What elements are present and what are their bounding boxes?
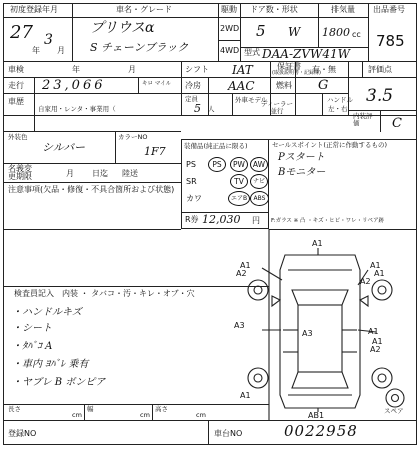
divider: [318, 3, 319, 47]
divider: [348, 110, 417, 111]
inspector-note-2: ・シート: [12, 323, 52, 334]
grade-value: S チェーンブラック: [90, 41, 189, 54]
capacity-label: 定員: [185, 95, 198, 103]
divider: [152, 404, 153, 420]
divider: [3, 420, 417, 421]
interior-score-label: 内装評価: [353, 112, 373, 127]
equip-airbag-badge: エアB: [228, 191, 250, 206]
divider: [84, 404, 85, 420]
divider: [368, 3, 369, 61]
body-type: W: [288, 25, 301, 39]
first-reg-year: 27: [10, 22, 33, 43]
car-name-value: プリウスα: [90, 20, 155, 36]
drive-2wd: 2WD: [220, 24, 240, 33]
drive-label: 駆動: [221, 5, 237, 14]
divider: [34, 77, 35, 131]
color-no-value: 1F7: [144, 145, 166, 158]
drive-4wd: 4WD: [220, 46, 240, 55]
divider: [3, 229, 181, 230]
divider: [208, 420, 209, 445]
r-ticket-value: 12,030: [202, 213, 241, 226]
damage-mark: A2: [370, 345, 381, 354]
inspector-label: 検査員記入: [14, 289, 54, 298]
fuel-value: G: [318, 78, 329, 93]
displacement-unit: cc: [352, 30, 361, 39]
fuel-label: 燃料: [276, 81, 292, 90]
divider: [269, 139, 417, 140]
equip-aw-badge: AW: [250, 157, 268, 172]
shift-value: IAT: [232, 63, 253, 77]
damage-mark: A1: [370, 261, 381, 270]
equip-row-sr: SR: [186, 177, 197, 186]
model-value: DAA-ZVW41W: [262, 47, 350, 61]
lot-label: 出品番号: [373, 5, 405, 14]
divider: [348, 61, 349, 115]
r-ticket-unit: 円: [252, 216, 260, 225]
width-unit: cm: [140, 411, 150, 419]
length-label: 長さ: [8, 405, 21, 413]
warranty-sub: (取扱説明書・記録簿): [272, 70, 321, 76]
transport-label: 陸送: [122, 169, 138, 178]
lot-number: 785: [376, 32, 405, 50]
shaken-label: 車検: [8, 65, 24, 74]
car-no-value: 0022958: [284, 422, 358, 440]
history-label: 車歴: [8, 97, 24, 106]
damage-mark: A1: [374, 269, 385, 278]
divider: [3, 131, 181, 132]
model-label: 型式: [244, 48, 260, 57]
mileage-value: 23,066: [42, 78, 106, 93]
shaken-year: 年: [72, 65, 80, 74]
r-ticket-label: R券: [185, 215, 199, 224]
divider: [322, 93, 323, 115]
reg-no-label: 登録NO: [8, 429, 37, 438]
damage-mark: A3: [302, 329, 313, 338]
car-no-label: 車台NO: [214, 429, 243, 438]
equip-pw-badge: PW: [230, 157, 248, 172]
damage-mark: A1: [240, 391, 251, 400]
mileage-label: 走行: [8, 81, 24, 90]
sellpoint-line1: Pスタート: [278, 152, 325, 163]
name-change-month: 月: [66, 169, 74, 178]
sellpoint-line2: Bモニター: [278, 167, 326, 178]
equip-row-ps: PS: [186, 160, 196, 169]
divider: [240, 3, 241, 61]
mileage-unit: キロ マイル: [142, 81, 172, 87]
equipment-title: 装備品(純正品に限る): [184, 142, 248, 150]
divider: [3, 93, 348, 94]
inspector-note-4: ・車内 ﾖﾊﾞﾚ 乗有: [12, 359, 89, 370]
divider: [3, 404, 269, 405]
length-unit: cm: [72, 411, 82, 419]
capacity-value: 5: [194, 102, 201, 115]
shift-label: シフト: [185, 65, 209, 74]
inspector-note-3: ・ﾀﾊﾞｺ A: [12, 341, 53, 352]
ac-label: 冷房: [185, 81, 201, 90]
damage-mark: A1: [312, 239, 323, 248]
damage-mark: A3: [234, 321, 245, 330]
divider: [181, 61, 182, 115]
divider: [3, 61, 417, 62]
damage-mark: AB1: [308, 411, 325, 420]
car-name-label: 車名・グレード: [116, 5, 172, 14]
month-char: 月: [57, 46, 65, 55]
inspector-tabs: 内装 ・ タバコ・汚・キレ・オブ・穴: [62, 289, 195, 298]
color-value: シルバー: [42, 141, 85, 154]
divider: [72, 3, 73, 61]
divider: [232, 93, 233, 115]
color-label: 外装色: [8, 133, 28, 141]
handle-label: ハンドル: [327, 96, 353, 104]
warranty-label: 保証書: [277, 62, 301, 71]
equip-tv-badge: TV: [230, 174, 248, 189]
inspector-note-5: ・ヤブレ B ボンピア: [12, 377, 106, 388]
divider: [218, 40, 240, 41]
sellpoint-title: セールスポイント(正常に作動するもの): [272, 141, 387, 149]
equip-navi-badge: ナビ: [250, 174, 268, 189]
divider: [3, 17, 368, 18]
exterior-model-label: 外車モデル: [235, 96, 268, 104]
damage-mark: A1: [368, 327, 379, 336]
color-no-label: カラーNO: [118, 133, 148, 141]
spare-label: スペア: [384, 407, 404, 415]
first-reg-month: 3: [44, 32, 53, 48]
shaken-month: 月: [128, 65, 136, 74]
interior-score-value: C: [392, 116, 402, 131]
ac-value: AAC: [228, 79, 255, 93]
damage-mark: A2: [360, 277, 371, 286]
divider: [362, 61, 363, 78]
history-options: 自家用・レンタ・事業用（: [38, 105, 116, 113]
damage-mark: A1: [240, 261, 251, 270]
dealer-label: ディーラー並行: [261, 100, 293, 115]
equip-row-kawa: カワ: [186, 194, 202, 203]
inspector-note-1: ・ハンドルキズ: [12, 307, 82, 318]
height-label: 高さ: [155, 405, 168, 413]
divider: [218, 3, 219, 61]
height-unit: cm: [196, 411, 206, 419]
divider: [115, 131, 116, 163]
name-change-label: 名義変更期限: [8, 164, 32, 181]
width-label: 幅: [87, 405, 94, 413]
score-value: 3.5: [366, 86, 394, 106]
divider: [3, 286, 269, 287]
divider: [269, 229, 417, 230]
displacement-value: 1800: [322, 26, 350, 39]
equip-ps-badge: PS: [208, 157, 226, 172]
equip-abs-badge: ABS: [250, 191, 269, 206]
door-label: ドア数・形状: [250, 5, 298, 14]
divider: [138, 77, 139, 93]
damage-mark: A2: [236, 269, 247, 278]
displacement-label: 排気量: [331, 5, 355, 14]
handle-options: 左・右: [328, 105, 348, 113]
divider: [3, 182, 181, 183]
door-count: 5: [256, 22, 266, 40]
capacity-unit: 人: [208, 105, 215, 113]
divider: [380, 110, 381, 132]
damage-legend: F:ガラス ※ 凸 ・キズ・ヒビ・ワレ・リペア跡: [271, 218, 385, 224]
damage-mark: A1: [372, 337, 383, 346]
year-char: 年: [32, 46, 40, 55]
warranty-value: 有・無: [312, 65, 336, 74]
first-reg-label: 初度登録年月: [10, 5, 58, 14]
caution-label: 注意事項(欠品・修復・不具合箇所および状態): [8, 185, 175, 194]
score-label: 評価点: [368, 65, 392, 74]
name-change-day: 日迄: [92, 169, 108, 178]
